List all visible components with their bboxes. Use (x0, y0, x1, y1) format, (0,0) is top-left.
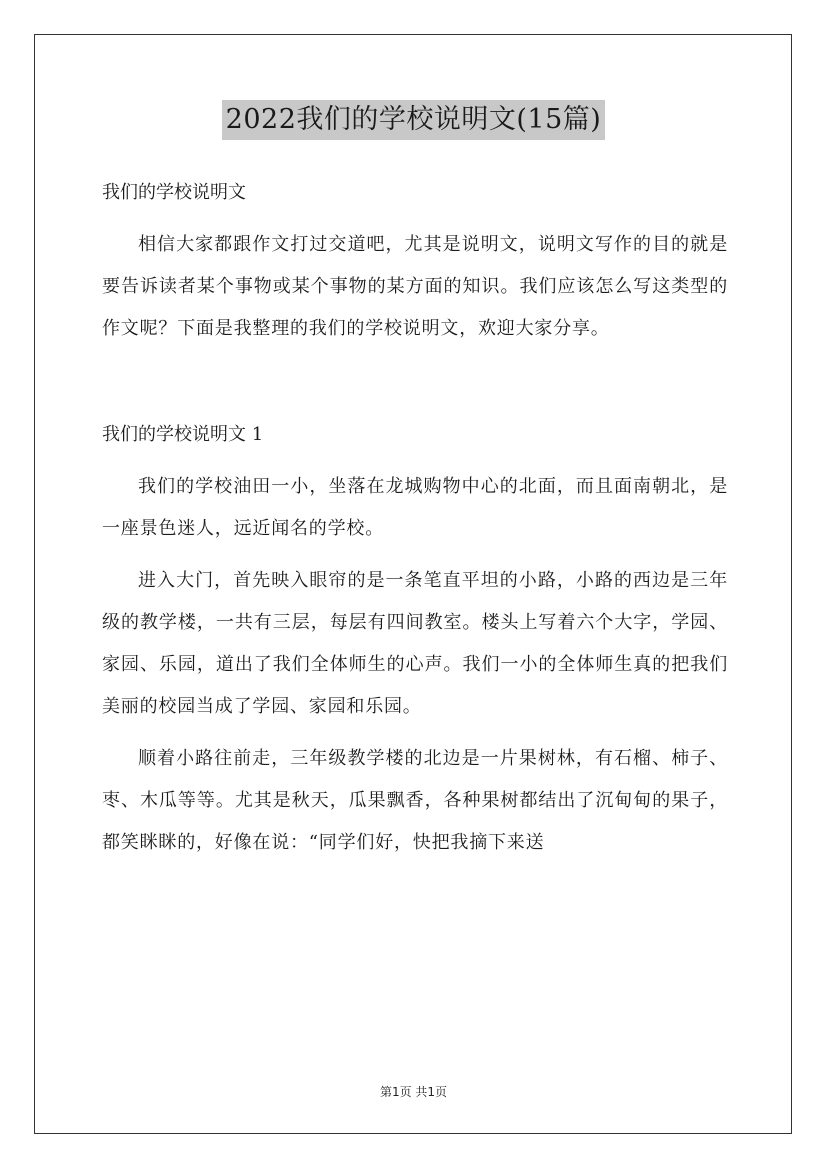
section-heading: 我们的学校说明文 1 (102, 424, 264, 445)
intro-paragraph: 相信大家都跟作文打过交道吧，尤其是说明文，说明文写作的目的就是要告诉读者某个事物或某个事物的某方面的知识。我们应该怎么写这类型的作文呢？下面是我整理的我们的学校说明文，欢迎大家分享。 (102, 234, 728, 339)
spacer (102, 350, 728, 414)
spacer (102, 728, 728, 738)
spacer (102, 214, 728, 224)
document-title: 2022我们的学校说明文(15篇) (222, 100, 606, 140)
document-body (102, 172, 728, 864)
intro-heading: 我们的学校说明文 (102, 182, 246, 203)
title-container (0, 100, 827, 140)
body-paragraph: 进入大门，首先映入眼帘的是一条笔直平坦的小路，小路的西边是三年级的教学楼，一共有三层，每层有四间教室。楼头上写着六个大字，学园、家园、乐园，道出了我们全体师生的心声。我们一小的全体师生真的把我们美丽的校园当成了学园、家园和乐园。 (102, 570, 728, 717)
spacer (102, 550, 728, 560)
page-footer: 第1页 共1页 (379, 1085, 448, 1099)
body-paragraph: 顺着小路往前走，三年级教学楼的北边是一片果树林，有石榴、柿子、枣、木瓜等等。尤其是秋天，瓜果飘香，各种果树都结出了沉甸甸的果子，都笑眯眯的，好像在说：“同学们好，快把我摘下来送 (102, 748, 728, 853)
body-paragraph: 我们的学校油田一小，坐落在龙城购物中心的北面，而且面南朝北，是一座景色迷人，远近闻名的学校。 (102, 476, 728, 539)
spacer (102, 456, 728, 466)
